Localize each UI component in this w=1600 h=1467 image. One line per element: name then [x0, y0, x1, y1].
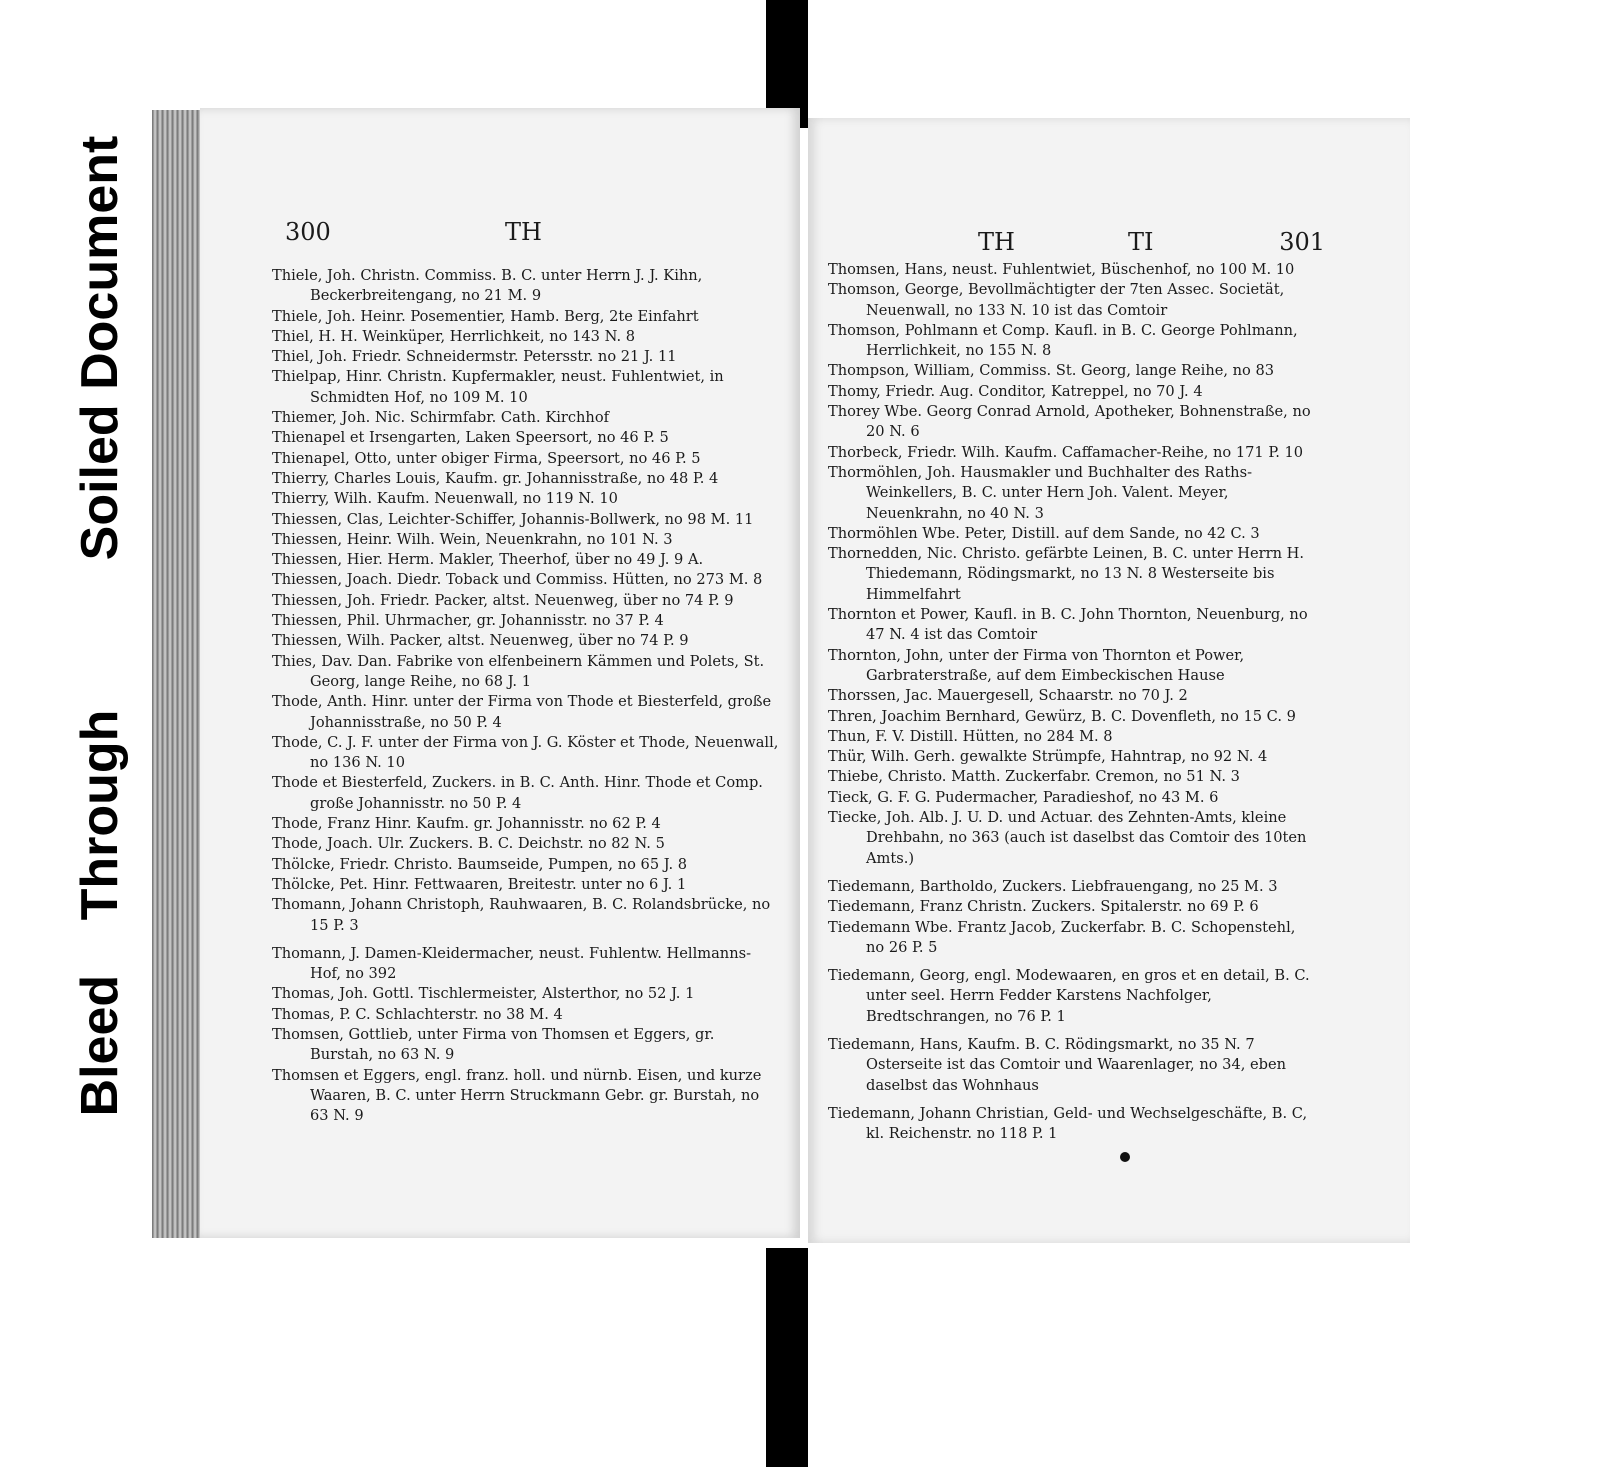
directory-entry: Thormöhlen, Joh. Hausmakler und Buchhalter des Raths-Weinkellers, B. C. unter Hern Joh. Valent. Meyer, Neuenkrahn, no 40 N. 3: [828, 463, 1253, 522]
directory-entry: Thomann, Johann Christoph, Rauhwaaren, B. C. Rolandsbrücke, no 15 P. 3: [272, 896, 771, 934]
directory-entry: Thies, Dav. Dan. Fabrike von elfenbeinern Kämmen und Polets, St. Georg, lange Reihe, no 68 J. 1: [272, 652, 765, 690]
left-page-number: 300: [285, 218, 331, 246]
directory-entry: Tiedemann Wbe. Frantz Jacob, Zuckerfabr. B. C. Schopenstehl, no 26 P. 5: [828, 918, 1296, 956]
left-page: [200, 108, 800, 1238]
directory-entry: Thren, Joachim Bernhard, Gewürz, B. C. Dovenfleth, no 15 C. 9: [828, 707, 1296, 725]
directory-entry: Thiel, Joh. Friedr. Schneidermstr. Petersstr. no 21 J. 11: [272, 348, 677, 366]
directory-entry: Thiessen, Joach. Diedr. Toback und Commiss. Hütten, no 273 M. 8: [272, 571, 763, 589]
directory-entry: Tiecke, Joh. Alb. J. U. D. und Actuar. des Zehnten-Amts, kleine Drehbahn, no 363 (auch ist daselbst das Comtoir des 10ten Amts.): [828, 809, 1307, 867]
directory-entry: Thomson, Pohlmann et Comp. Kaufl. in B. C. George Pohlmann, Herrlichkeit, no 155 N. 8: [828, 321, 1298, 360]
directory-entry: Thiessen, Clas, Leichter-Schiffer, Johannis-Bollwerk, no 98 M. 11: [272, 510, 754, 528]
directory-entry: Thienapel et Irsengarten, Laken Speersort, no 46 P. 5: [272, 429, 669, 447]
directory-entry: Thun, F. V. Distill. Hütten, no 284 M. 8: [828, 727, 1113, 745]
directory-entry: Thompson, William, Commiss. St. Georg, lange Reihe, no 83: [828, 362, 1275, 380]
left-header-letters: TH: [505, 218, 542, 246]
page-edges: [152, 110, 204, 1238]
directory-entry: Thiessen, Phil. Uhrmacher, gr. Johannisstr. no 37 P. 4: [272, 612, 664, 630]
directory-entry: Thode et Biesterfeld, Zuckers. in B. C. Anth. Hinr. Thode et Comp. große Johannisstr. no 50 P. 4: [272, 774, 763, 812]
bleed-through-text: Bleed Through: [71, 709, 129, 1117]
right-entry-list: [828, 260, 1315, 1144]
directory-entry: Thode, C. J. F. unter der Firma von J. G. Köster et Thode, Neuenwall, no 136 N. 10: [272, 733, 779, 772]
directory-entry: Thorey Wbe. Georg Conrad Arnold, Apotheker, Bohnenstraße, no 20 N. 6: [828, 403, 1311, 441]
right-page: [808, 118, 1410, 1243]
directory-entry: Tiedemann, Franz Christn. Zuckers. Spitalerstr. no 69 P. 6: [828, 898, 1259, 916]
directory-entry: Thiele, Joh. Heinr. Posementier, Hamb. Berg, 2te Einfahrt: [272, 307, 699, 325]
left-entry-list: [272, 266, 782, 1126]
directory-entry: Thomsen et Eggers, engl. franz. holl. und nürnb. Eisen, und kurze Waaren, B. C. unter Herrn Struckmann Gebr. gr. Burstah, no 63 N. 9: [272, 1066, 762, 1125]
directory-entry: Thorbeck, Friedr. Wilh. Kaufm. Caffamacher-Reihe, no 171 P. 10: [828, 443, 1304, 461]
spine-strap-bottom: [766, 1248, 808, 1467]
soiled-document-label: [48, 88, 152, 608]
directory-entry: Thode, Franz Hinr. Kaufm. gr. Johannisstr. no 62 P. 4: [272, 815, 661, 833]
directory-entry: Tiedemann, Hans, Kaufm. B. C. Rödingsmarkt, no 35 N. 7 Osterseite ist das Comtoir und Waarenlager, no 34, eben daselbst das Wohnhaus: [828, 1035, 1287, 1094]
directory-entry: Thierry, Charles Louis, Kaufm. gr. Johannisstraße, no 48 P. 4: [272, 469, 719, 487]
directory-entry: Thienapel, Otto, unter obiger Firma, Speersort, no 46 P. 5: [272, 449, 701, 467]
directory-entry: Thiemer, Joh. Nic. Schirmfabr. Cath. Kirchhof: [272, 409, 610, 427]
directory-entry: Thormöhlen Wbe. Peter, Distill. auf dem Sande, no 42 C. 3: [828, 524, 1260, 542]
right-header-letters-ti: TI: [1128, 228, 1154, 256]
right-page-number: 301: [1279, 228, 1325, 256]
directory-entry: Thomann, J. Damen-Kleidermacher, neust. Fuhlentw. Hellmanns-Hof, no 392: [272, 944, 752, 983]
directory-entry: Thomas, P. C. Schlachterstr. no 38 M. 4: [272, 1005, 563, 1023]
directory-entry: Thiebe, Christo. Matth. Zuckerfabr. Cremon, no 51 N. 3: [828, 768, 1240, 786]
directory-entry: Thiessen, Hier. Herm. Makler, Theerhof, über no 49 J. 9 A.: [272, 551, 704, 569]
directory-entry: Thierry, Wilh. Kaufm. Neuenwall, no 119 N. 10: [272, 490, 618, 508]
directory-entry: Thölcke, Pet. Hinr. Fettwaaren, Breitestr. unter no 6 J. 1: [272, 875, 687, 893]
directory-entry: Thielpap, Hinr. Christn. Kupfermakler, neust. Fuhlentwiet, in Schmidten Hof, no 109 M. 10: [272, 368, 724, 406]
ink-blot: [1120, 1152, 1130, 1162]
directory-entry: Thiessen, Joh. Friedr. Packer, altst. Neuenweg, über no 74 P. 9: [272, 591, 734, 609]
directory-entry: Thomson, George, Bevollmächtigter der 7ten Assec. Societät, Neuenwall, no 133 N. 10 ist das Comtoir: [828, 281, 1285, 319]
directory-entry: Thiel, H. H. Weinküper, Herrlichkeit, no 143 N. 8: [272, 327, 636, 345]
directory-entry: Thornedden, Nic. Christo. gefärbte Leinen, B. C. unter Herrn H. Thiedemann, Rödingsmarkt, no 13 N. 8 Westerseite bis Himmelfahrt: [828, 545, 1304, 603]
directory-entry: Tieck, G. F. G. Pudermacher, Paradieshof, no 43 M. 6: [828, 788, 1219, 806]
right-header-letters-th: TH: [978, 228, 1015, 256]
directory-entry: Thode, Joach. Ulr. Zuckers. B. C. Deichstr. no 82 N. 5: [272, 835, 665, 853]
bleed-through-label: [48, 668, 152, 1158]
left-page-header: [200, 218, 800, 258]
directory-entry: Thiessen, Heinr. Wilh. Wein, Neuenkrahn, no 101 N. 3: [272, 530, 673, 548]
directory-entry: Thornton, John, unter der Firma von Thornton et Power, Garbraterstraße, auf dem Eimbeckischen Hause: [828, 646, 1245, 684]
soiled-document-text: Soiled Document: [71, 135, 129, 561]
directory-entry: Tiedemann, Georg, engl. Modewaaren, en gros et en detail, B. C. unter seel. Herrn Fedder Karstens Nachfolger, Bredtschrangen, no 76 P. 1: [828, 967, 1310, 1025]
directory-entry: Thomsen, Hans, neust. Fuhlentwiet, Büschenhof, no 100 M. 10: [828, 261, 1295, 278]
directory-entry: Thode, Anth. Hinr. unter der Firma von Thode et Biesterfeld, große Johannisstraße, no 50 P. 4: [272, 693, 772, 731]
directory-entry: Tiedemann, Bartholdo, Zuckers. Liebfrauengang, no 25 M. 3: [828, 877, 1278, 895]
directory-entry: Thorssen, Jac. Mauergesell, Schaarstr. no 70 J. 2: [828, 687, 1188, 705]
directory-entry: Thiele, Joh. Christn. Commiss. B. C. unter Herrn J. J. Kihn, Beckerbreitengang, no 21 M. 9: [272, 267, 703, 305]
directory-entry: Thomsen, Gottlieb, unter Firma von Thomsen et Eggers, gr. Burstah, no 63 N. 9: [272, 1025, 715, 1064]
directory-entry: Thomas, Joh. Gottl. Tischlermeister, Alsterthor, no 52 J. 1: [272, 985, 695, 1003]
directory-entry: Thornton et Power, Kaufl. in B. C. John Thornton, Neuenburg, no 47 N. 4 ist das Comtoir: [828, 606, 1308, 644]
directory-entry: Thomy, Friedr. Aug. Conditor, Katreppel, no 70 J. 4: [828, 382, 1203, 400]
directory-entry: Tiedemann, Johann Christian, Geld- und Wechselgeschäfte, B. C, kl. Reichenstr. no 118 P. 1: [828, 1104, 1308, 1143]
directory-entry: Thür, Wilh. Gerh. gewalkte Strümpfe, Hahntrap, no 92 N. 4: [828, 748, 1268, 766]
directory-entry: Thölcke, Friedr. Christo. Baumseide, Pumpen, no 65 J. 8: [272, 855, 688, 873]
directory-entry: Thiessen, Wilh. Packer, altst. Neuenweg, über no 74 P. 9: [272, 632, 689, 650]
